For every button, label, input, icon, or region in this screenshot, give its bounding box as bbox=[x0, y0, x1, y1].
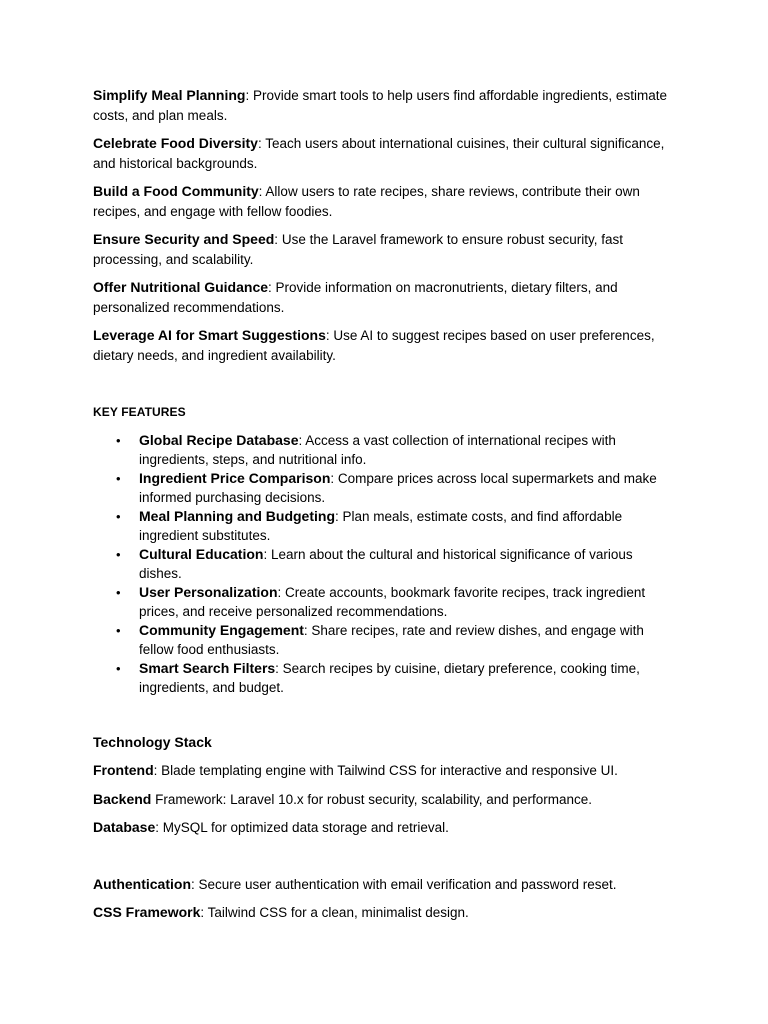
tech-term: Backend bbox=[93, 790, 152, 807]
tech-text: Framework: Laravel 10.x for robust security, scalability, and performance. bbox=[151, 791, 593, 807]
list-item bbox=[116, 431, 673, 469]
feature-term: Smart Search Filters bbox=[139, 659, 276, 676]
goal-paragraph bbox=[93, 86, 673, 125]
feature-term: User Personalization bbox=[139, 583, 278, 600]
goal-text: Use the Laravel framework to ensure robust security, fast processing, and scalability. bbox=[93, 232, 623, 267]
tech-css-framework bbox=[93, 903, 673, 923]
goal-paragraph bbox=[93, 182, 673, 221]
key-features-heading: KEY FEATURES bbox=[93, 405, 186, 419]
feature-text: : Plan meals, estimate costs, and find affordable ingredient substitutes. bbox=[139, 508, 623, 543]
feature-term: Community Engagement bbox=[139, 621, 304, 638]
list-item bbox=[116, 507, 673, 545]
goal-term: Build a Food Community bbox=[93, 183, 259, 199]
bullet-icon: • bbox=[116, 584, 121, 600]
goal-term: Leverage AI for Smart Suggestions bbox=[93, 327, 326, 343]
goal-paragraph bbox=[93, 134, 673, 173]
tech-database bbox=[93, 818, 673, 838]
tech-frontend bbox=[93, 761, 673, 781]
tech-authentication bbox=[93, 875, 673, 895]
list-item bbox=[116, 621, 673, 659]
feature-term: Meal Planning and Budgeting bbox=[139, 507, 335, 524]
bullet-icon: • bbox=[116, 470, 121, 486]
goal-separator: : bbox=[274, 232, 279, 247]
feature-text: : Learn about the cultural and historical significance of various dishes. bbox=[139, 546, 633, 581]
goal-separator: : bbox=[268, 280, 272, 295]
tech-text: : Secure user authentication with email verification and password reset. bbox=[191, 876, 617, 892]
goal-paragraph bbox=[93, 326, 673, 365]
feature-term: Global Recipe Database bbox=[139, 431, 299, 448]
goal-separator: : bbox=[257, 136, 262, 151]
list-item bbox=[116, 545, 673, 583]
goal-term: Ensure Security and Speed bbox=[93, 231, 275, 247]
bullet-icon: • bbox=[116, 546, 121, 562]
feature-term: Cultural Education bbox=[139, 545, 264, 562]
feature-text: : Create accounts, bookmark favorite recipes, track ingredient prices, and receive personalized recommendations. bbox=[139, 584, 646, 619]
tech-term: Frontend bbox=[93, 762, 154, 778]
goal-text: Provide information on macronutrients, dietary filters, and personalized recommendations. bbox=[93, 280, 618, 315]
goals-list bbox=[93, 86, 673, 365]
goal-text: Allow users to rate recipes, share reviews, contribute their own recipes, and engage with fellow foodies. bbox=[93, 184, 640, 219]
goal-term: Offer Nutritional Guidance bbox=[93, 279, 269, 295]
goal-term: Simplify Meal Planning bbox=[93, 87, 246, 103]
bullet-icon: • bbox=[116, 660, 121, 676]
tech-term: Database bbox=[93, 819, 156, 835]
tech-text: : Tailwind CSS for a clean, minimalist design. bbox=[200, 905, 469, 920]
technology-stack-heading: Technology Stack bbox=[93, 733, 212, 750]
tech-text: : Blade templating engine with Tailwind CSS for interactive and responsive UI. bbox=[153, 763, 618, 778]
feature-text: : Access a vast collection of international recipes with ingredients, steps, and nutritional info. bbox=[139, 432, 616, 467]
tech-term: CSS Framework bbox=[93, 904, 201, 920]
goal-separator: : bbox=[258, 184, 263, 199]
goal-term: Celebrate Food Diversity bbox=[93, 135, 258, 151]
feature-text: : Search recipes by cuisine, dietary preference, cooking time, ingredients, and budget. bbox=[139, 660, 640, 695]
tech-text: : MySQL for optimized data storage and retrieval. bbox=[155, 820, 449, 835]
list-item bbox=[116, 659, 673, 697]
tech-backend bbox=[93, 790, 673, 810]
document-page bbox=[93, 86, 673, 932]
goal-paragraph bbox=[93, 278, 673, 317]
goal-text: Use AI to suggest recipes based on user preferences, dietary needs, and ingredient availability. bbox=[93, 328, 655, 363]
list-item bbox=[116, 583, 673, 621]
feature-text: : Compare prices across local supermarkets and make informed purchasing decisions. bbox=[139, 470, 657, 505]
goal-separator: : bbox=[325, 328, 330, 343]
goal-text: Provide smart tools to help users find affordable ingredients, estimate costs, and plan meals. bbox=[93, 88, 667, 123]
list-item bbox=[116, 469, 673, 507]
tech-term: Authentication bbox=[93, 875, 191, 892]
spacer bbox=[93, 847, 673, 875]
bullet-icon: • bbox=[116, 432, 121, 448]
feature-term: Ingredient Price Comparison bbox=[139, 469, 331, 486]
feature-text: : Share recipes, rate and review dishes, and engage with fellow food enthusiasts. bbox=[139, 622, 644, 657]
goal-separator: : bbox=[245, 88, 250, 103]
bullet-icon: • bbox=[116, 508, 121, 524]
goal-paragraph bbox=[93, 230, 673, 269]
key-features-list bbox=[93, 431, 673, 697]
bullet-icon: • bbox=[116, 622, 121, 638]
goal-text: Teach users about international cuisines, their cultural significance, and historical backgrounds. bbox=[93, 136, 665, 171]
